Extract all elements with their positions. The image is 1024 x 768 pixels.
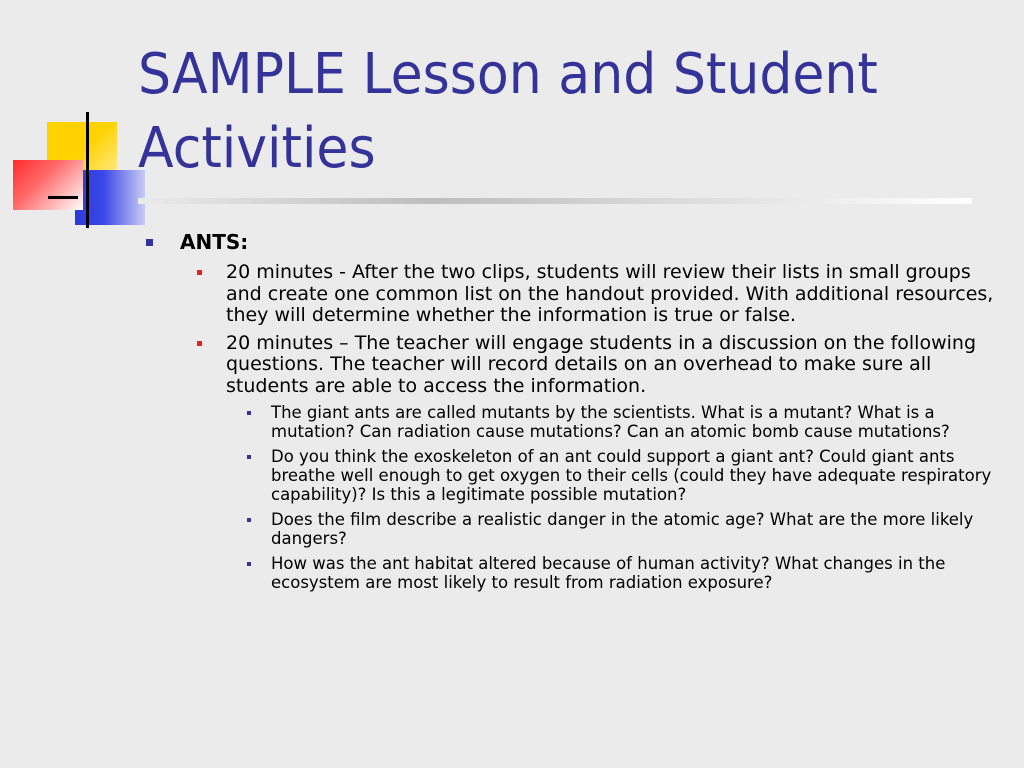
square-bullet-icon <box>247 455 251 459</box>
title-divider <box>138 198 972 204</box>
point-text: 20 minutes - After the two clips, students will review their lists in small groups and create one common list on the handout provided. With additional resources, they will determine whether the information is true or false. <box>226 261 994 326</box>
square-bullet-icon <box>247 562 251 566</box>
list-item <box>271 510 993 548</box>
vertical-line-decoration <box>86 112 89 228</box>
list-item <box>271 403 993 441</box>
question-text: Do you think the exoskeleton of an ant could support a giant ant? Could giant ants breathe well enough to get oxygen to their cells (could they have adequate respiratory capability)? Is this a legitimate possible mutation? <box>271 447 992 504</box>
list-item <box>226 262 1000 327</box>
list-item <box>226 333 1000 398</box>
question-text: The giant ants are called mutants by the scientists. What is a mutant? What is a mutation? Can radiation cause mutations? Can an atomic bomb cause mutations? <box>271 403 950 441</box>
slide-body <box>140 228 1000 592</box>
bullet-heading <box>140 228 1000 256</box>
list-item <box>271 554 993 592</box>
list-item <box>271 447 993 504</box>
square-bullet-icon <box>197 270 202 275</box>
question-text: How was the ant habitat altered because of human activity? What changes in the ecosystem are most likely to result from radiation exposure? <box>271 554 946 592</box>
square-bullet-icon <box>146 239 153 246</box>
square-bullet-icon <box>247 518 251 522</box>
point-text: 20 minutes – The teacher will engage students in a discussion on the following questions. The teacher will record details on an overhead to make sure all students are able to access the information. <box>226 331 976 397</box>
question-text: Does the film describe a realistic danger in the atomic age? What are the more likely dangers? <box>271 510 974 548</box>
square-bullet-icon <box>197 341 202 346</box>
slide-title: SAMPLE Lesson and Student Activities <box>138 42 878 181</box>
heading-text: ANTS: <box>180 230 249 254</box>
horizontal-line-decoration <box>48 196 78 199</box>
square-bullet-icon <box>247 411 251 415</box>
slide-logo-decoration <box>0 0 160 240</box>
red-square-decoration <box>13 160 83 210</box>
